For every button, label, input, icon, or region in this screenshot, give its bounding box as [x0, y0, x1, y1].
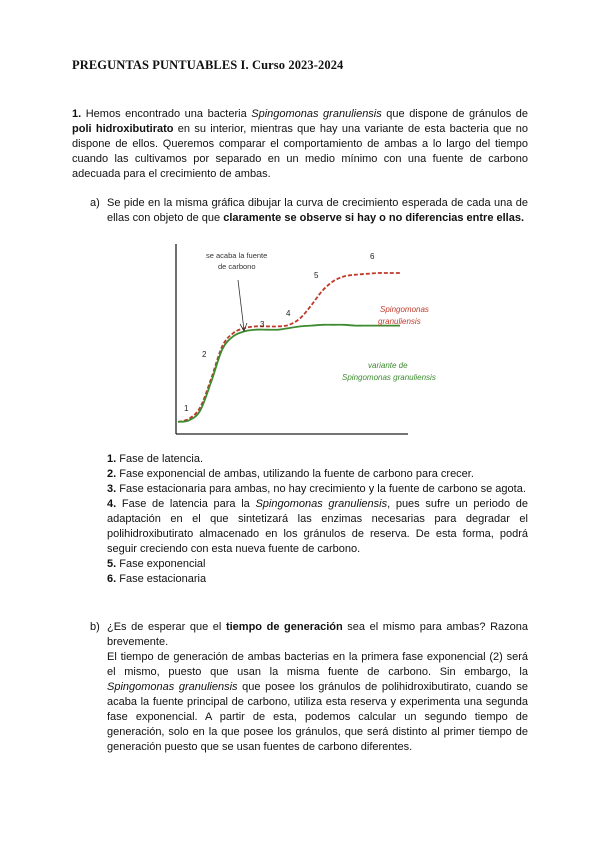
q1-species: Spingomonas granuliensis: [251, 108, 382, 120]
phase-text: Fase estacionaria para ambas, no hay crecimiento y la fuente de carbono se agota.: [116, 483, 526, 495]
qa-bold-text: claramente se observe si hay o no diferencias entre ellas.: [223, 212, 525, 224]
annotation-line-1: se acaba la fuente: [206, 251, 268, 260]
question-a-marker: a): [90, 197, 100, 209]
answer-text-part: El tiempo de generación de ambas bacterias en la primera fase exponencial (2) será el mismo, puesto que usan la misma fuente de carbono. Sin embargo, la: [107, 651, 528, 678]
growth-curve-chart: [168, 244, 528, 444]
phase-text: Fase exponencial: [116, 558, 206, 570]
phase-label: 4: [286, 309, 291, 318]
question-b-answer: [107, 650, 528, 755]
phase-text: Fase estacionaria: [116, 573, 207, 585]
phase-item-4: [107, 497, 528, 557]
phase-text: , pues sufre un periodo de adaptación en el que sintetizará las enzimas necesarias para degradar el polihidroxibutirato almacenado en los gránulos de reserva. De esta forma, podrá seguir creciendo con esta nueva fuente de carbono.: [107, 498, 529, 555]
answer-species: Spingomonas granuliensis: [107, 681, 238, 693]
legend-green-line-2: Spingomonas granuliensis: [342, 373, 436, 382]
phase-label: 5: [314, 271, 319, 280]
phase-list: [107, 452, 528, 587]
phase-label: 6: [370, 252, 375, 261]
question-a: [107, 196, 528, 226]
question-b: [107, 620, 528, 650]
q1-text-part: que dispone de gránulos de: [381, 108, 528, 120]
phase-item-1: [107, 452, 528, 467]
phase-number: 6.: [107, 573, 117, 585]
question-1: [72, 107, 528, 182]
phase-number: 2.: [107, 468, 117, 480]
phase-item-2: [107, 467, 528, 482]
phase-item-3: [107, 482, 528, 497]
phase-text: Fase exponencial de ambas, utilizando la fuente de carbono para crecer.: [116, 468, 474, 480]
phase-label: 1: [184, 404, 189, 413]
phase-text: Fase de latencia para la: [116, 498, 256, 510]
question-number: 1.: [72, 108, 82, 120]
phase-number: 1.: [107, 453, 117, 465]
legend-red-line-2: granuliensis: [378, 317, 421, 326]
series-line-red: [178, 273, 400, 422]
phase-species: Spingomonas granuliensis: [255, 498, 388, 510]
annotation-line-2: de carbono: [218, 262, 256, 271]
legend-green-line-1: variante de: [368, 361, 408, 370]
answer-text-part: que posee los gránulos de polihidroxibutirato, cuando se acaba la fuente principal de carbono, utiliza esta reserva y experimenta una segunda fase exponencial. A partir de esta, podemos calcular un segundo tiempo de generación, solo en la que posee los gránulos, que será distinto al primer tiempo de generación puesto que se usan fuentes de carbono diferentes.: [107, 681, 529, 753]
question-b-marker: b): [90, 621, 100, 633]
qb-text-part: sea el mismo para ambas? Razona brevemente.: [107, 621, 528, 648]
phase-number: 3.: [107, 483, 117, 495]
qb-text-part: ¿Es de esperar que el: [107, 621, 226, 633]
q1-bold-term: poli hidroxibutirato: [72, 123, 174, 135]
page-title: PREGUNTAS PUNTUABLES I. Curso 2023-2024: [72, 58, 344, 72]
legend-red-line-1: Spingomonas: [380, 305, 429, 314]
phase-number: 4.: [107, 498, 117, 510]
phase-item-5: [107, 557, 528, 572]
q1-text-part: en su interior, mientras que hay una variante de esta bacteria que no dispone de ellos. Queremos comparar el comportamiento de ambas a lo largo del tiempo cuando las cultivamos por separado en un medio mínimo con una fuente de carbono adecuada para el crecimiento de ambas.: [72, 123, 528, 180]
annotation-arrow: [238, 280, 244, 330]
qa-text-part: Se pide en la misma gráfica dibujar la curva de crecimiento esperada de cada una de ellas con objeto de que: [107, 197, 528, 224]
qb-bold-term: tiempo de generación: [225, 621, 343, 633]
phase-text: Fase de latencia.: [116, 453, 204, 465]
phase-label: 3: [260, 320, 265, 329]
phase-item-6: [107, 572, 528, 587]
phase-number: 5.: [107, 558, 117, 570]
phase-label: 2: [202, 350, 207, 359]
q1-text-part: Hemos encontrado una bacteria: [81, 108, 252, 120]
